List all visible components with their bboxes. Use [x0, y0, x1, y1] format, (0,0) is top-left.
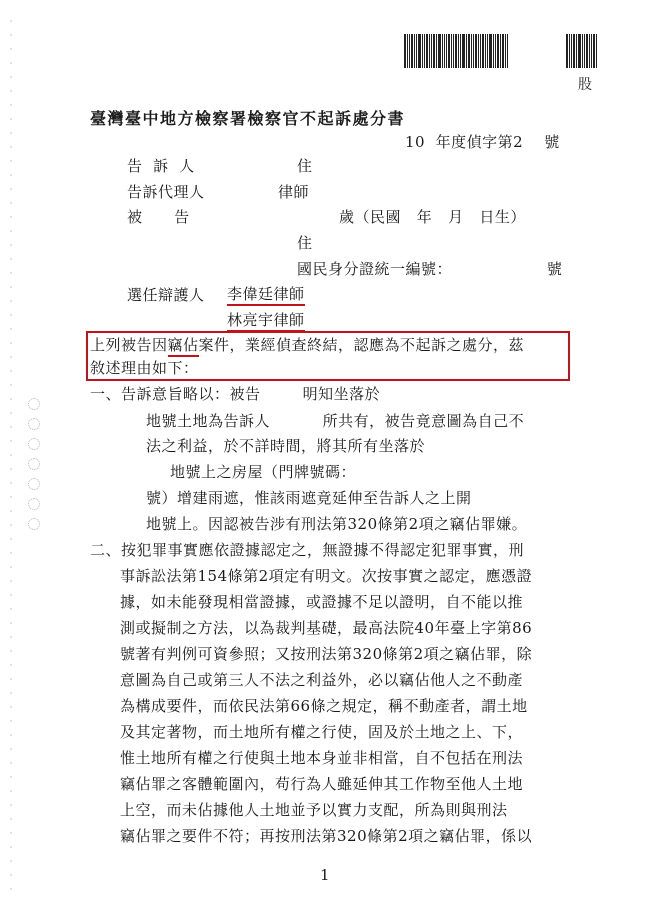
section-line: 意圖為自己或第三人不法之利益外，必以竊佔他人之不動產	[120, 671, 524, 689]
section-line: 上空，而未佔據他人土地並予以實力支配，所為則與刑法	[120, 801, 508, 819]
section-line: 二、按犯罪事實應依證據認定之，無證據不得認定犯罪事實，刑	[90, 541, 525, 559]
party-role: 被 告	[127, 208, 190, 226]
defense-lawyer: 李偉廷律師	[227, 285, 305, 306]
section-line: 地號土地為告訴人 所共有，被告竟意圖為自己不	[146, 412, 525, 430]
barcode-right	[566, 34, 598, 68]
intro-line: 敘述理由如下：	[90, 359, 199, 377]
party-detail: 國民身分證統一編號： 號	[297, 260, 563, 278]
page-number: 1	[320, 866, 331, 884]
section-line: 竊佔罪之要件不符；再按刑法第320條第2項之竊佔罪，係以	[120, 827, 533, 845]
section-line: 法之利益，於不詳時間，將其所有坐落於	[146, 437, 426, 455]
section-line: 測或擬制之方法，以為裁判基礎，最高法院40年臺上字第86	[120, 619, 533, 637]
party-detail: 住	[297, 157, 313, 175]
party-detail: 歲（民國 年 月 日生）	[339, 208, 526, 226]
section-line: 為構成要件，而依民法第66條之規定，稱不動產者，謂土地	[120, 697, 528, 715]
section-line: 號）增建雨遮，惟該雨遮竟延伸至告訴人之上開	[146, 489, 472, 507]
section-line: 惟土地所有權之行使與土地本身並非相當，自不包括在刑法	[120, 749, 524, 767]
section-line: 事訴訟法第154條第2項定有明文。次按事實之認定，應憑證	[120, 567, 533, 585]
intro-text: 上列被告因	[90, 336, 168, 354]
document-title: 臺灣臺中地方檢察署檢察官不起訴處分書	[90, 109, 406, 128]
section-line: 號著有判例可資參照；又按刑法第320條第2項之竊佔罪，除	[120, 645, 533, 663]
party-detail: 住	[297, 234, 313, 252]
section-line: 竊佔罪之客體範圍內，苟行為人雖延伸其工作物至他人土地	[120, 775, 524, 793]
defense-role: 選任辯護人	[127, 286, 205, 304]
party-role: 告 訴 人	[127, 157, 195, 175]
barcode-left	[404, 34, 509, 68]
section-line: 一、告訴意旨略以：被告 明知坐落於	[90, 385, 381, 403]
unit-label: 股	[578, 77, 593, 93]
party-detail: 律師	[278, 183, 310, 201]
intro-line	[90, 336, 524, 354]
section-line: 及其定著物，而土地所有權之行使，固及於土地之上、下，	[120, 723, 524, 741]
section-line: 地號上之房屋（門牌號碼：	[170, 463, 357, 481]
section-line: 據，如未能發現相當證據，或證據不足以證明，自不能以推	[120, 593, 524, 611]
intro-text: 案件，業經偵查終結，認應為不起訴之處分，茲	[198, 336, 525, 354]
section-line: 地號上。因認被告涉有刑法第320條第2項之竊佔罪嫌。	[146, 515, 528, 533]
party-role: 告訴代理人	[127, 183, 205, 201]
case-number: 10 年度偵字第2 號	[405, 133, 560, 151]
scan-dot-column	[10, 0, 14, 919]
intro-underlined-term: 竊佔	[168, 336, 199, 357]
defense-lawyer: 林亮宇律師	[227, 311, 305, 332]
